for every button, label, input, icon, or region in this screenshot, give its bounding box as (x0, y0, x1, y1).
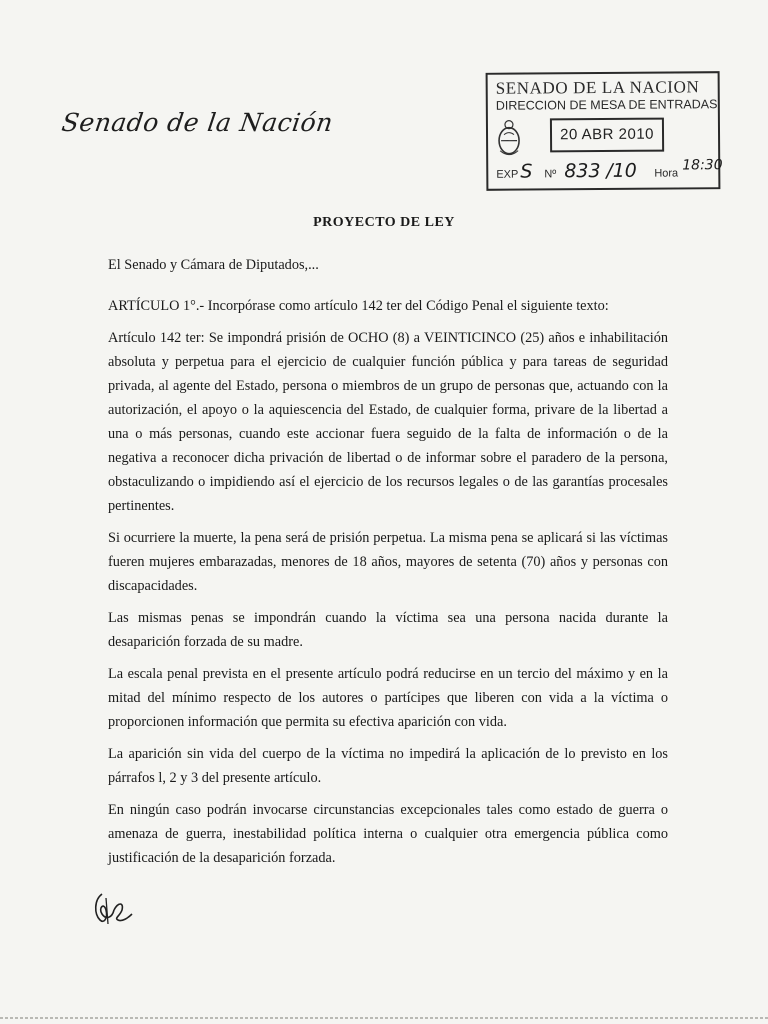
stamp-number-label: Nº (544, 168, 557, 181)
reception-stamp (486, 71, 721, 191)
paragraph-no-justification: En ningún caso podrán invocarse circunstancias excepcionales tales como estado de guerra o amenaza de guerra, inestabilidad política interna o cualquier otra emergencia pública como justificación de la desaparición forzada. (108, 802, 668, 866)
stamp-year: /10 (606, 159, 637, 182)
paragraph-article-1: ARTÍCULO 1°.- Incorpórase como artículo 142 ter del Código Penal el siguiente texto: (108, 298, 609, 314)
paragraph-death-penalty: Si ocurriere la muerte, la pena será de prisión perpetua. La misma pena se aplicará si las víctimas fueren mujeres embarazadas, menores de 18 años, mayores de setenta (70) años y personas con discapacidades. (108, 530, 668, 594)
greeting: El Senado y Cámara de Diputados,... (108, 257, 319, 273)
paragraph-article-142-ter: Artículo 142 ter: Se impondrá prisión de OCHO (8) a VEINTICINCO (25) años e inhabilitación absoluta y perpetua para el ejercicio de cualquier función pública y para tareas de seguridad privada, al agente del Estado, persona o miembros de un grupo de personas que, actuando con la autorización, el apoyo o la aquiescencia del Estado, de cualquier forma, privare de la libertad a una o más personas, cuando este accionar fuera seguido de la falta de información o de la negativa a reconocer dicha privación de libertad o de informar sobre el paradero de la persona, obstaculizando o impidiendo así el ejercicio de los recursos legales o de las garantías procesales pertinentes. (108, 330, 668, 514)
stamp-number: 833 (564, 160, 601, 183)
stamp-subtitle: DIRECCION DE MESA DE ENTRADAS (495, 97, 718, 113)
coat-of-arms-icon (496, 119, 522, 159)
stamp-exp-label: EXP (496, 168, 519, 181)
page-edge (0, 1017, 768, 1019)
document-title: PROYECTO DE LEY (313, 215, 455, 230)
stamp-file-number (496, 157, 723, 187)
document-body (108, 294, 668, 878)
letterhead: Senado de la Nación (59, 108, 335, 137)
stamp-date: 20 ABR 2010 (550, 118, 664, 153)
handwritten-initials (88, 888, 138, 928)
stamp-title: SENADO DE LA NACION (495, 77, 700, 98)
stamp-hora-label: Hora (654, 167, 679, 180)
paragraph-reduction: La escala penal prevista en el presente artículo podrá reducirse en un tercio del máximo y en la mitad del mínimo respecto de los autores o partícipes que liberen con vida a la víctima o proporcionen información que permita su efectiva aparición con vida. (108, 666, 668, 730)
paragraph-body-appearance: La aparición sin vida del cuerpo de la víctima no impedirá la aplicación de lo previsto en los párrafos l, 2 y 3 del presente artículo. (108, 746, 668, 786)
paragraph-born-during: Las mismas penas se impondrán cuando la víctima sea una persona nacida durante la desaparición forzada de su madre. (108, 610, 668, 650)
stamp-exp-letter: S (520, 160, 533, 183)
stamp-hora: 18:30 (682, 157, 723, 174)
